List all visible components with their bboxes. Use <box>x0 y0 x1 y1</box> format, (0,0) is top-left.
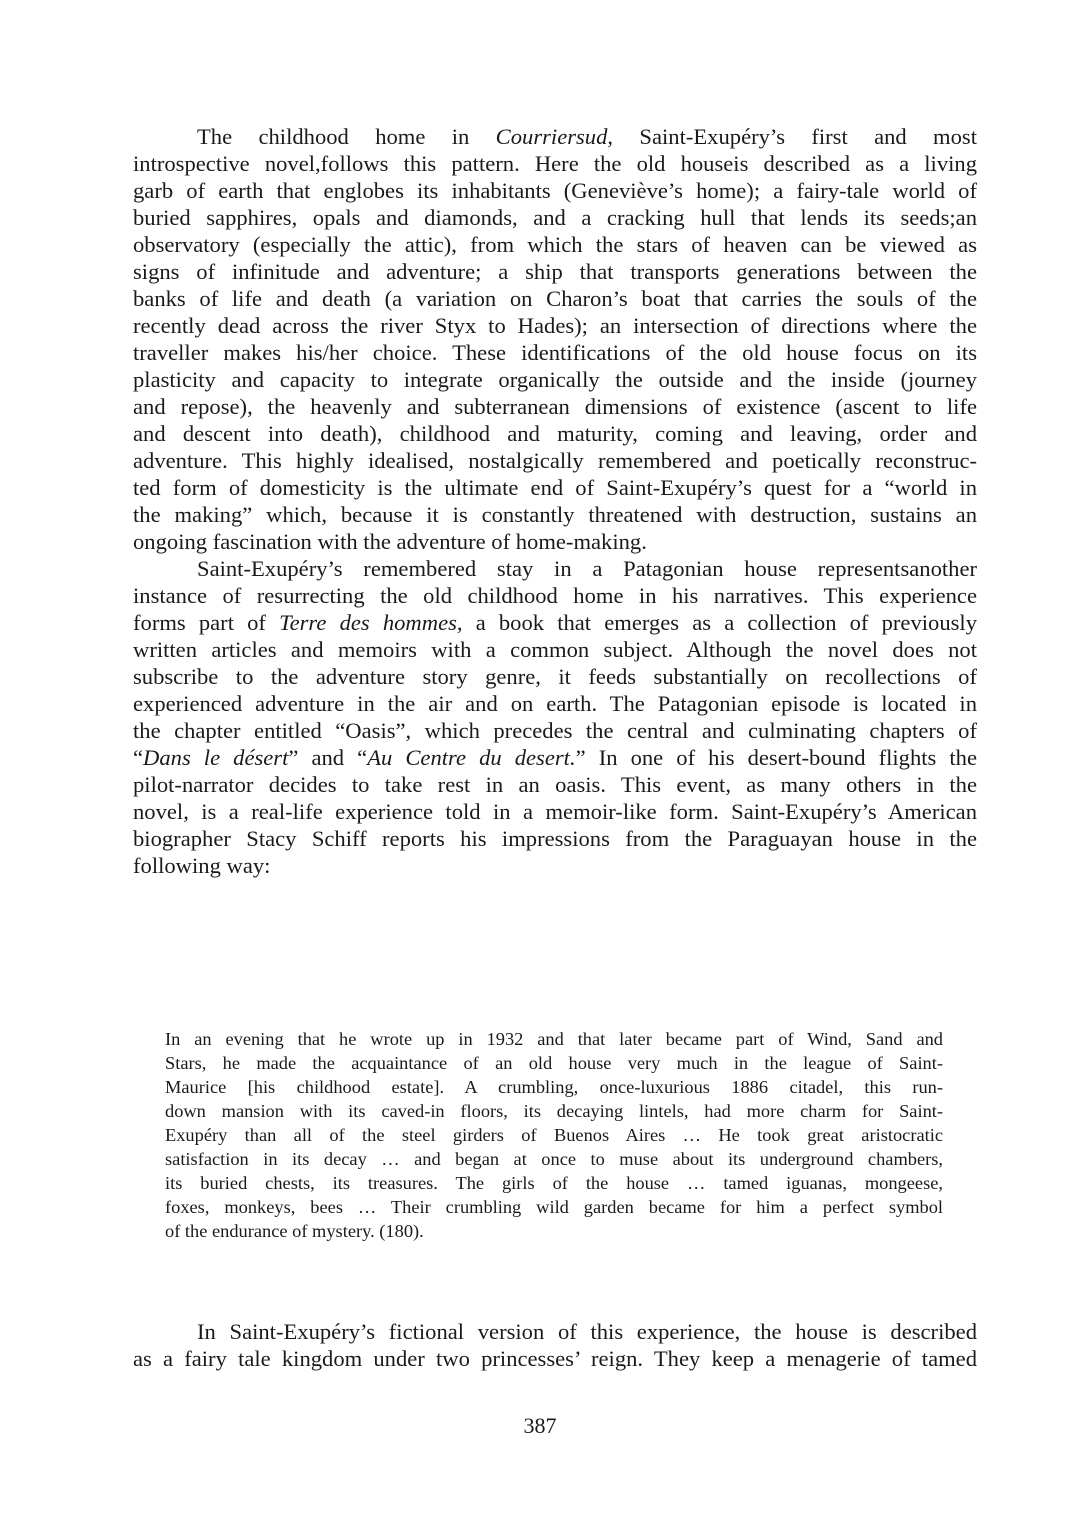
text-line: In Saint-Exupéry’s fictional version of this experience, the house is described <box>197 1319 977 1344</box>
body-text-upper <box>133 123 977 879</box>
italic-title: Courriersud <box>495 124 608 149</box>
text-line: following way: <box>133 853 271 878</box>
text-line: ted form of domesticity is the ultimate end of Saint-Exupéry’s quest for a “world in <box>133 475 977 500</box>
text-line: and repose), the heavenly and subterranean dimensions of existence (ascent to life <box>133 394 977 419</box>
text-line: ongoing fascination with the adventure of home-making. <box>133 529 647 554</box>
text-line: Maurice [his childhood estate]. A crumbling, once-luxurious 1886 citadel, this run- <box>165 1077 943 1097</box>
text-line: adventure. This highly idealised, nostalgically remembered and poetically reconstruc- <box>133 448 977 473</box>
text-line: recently dead across the river Styx to Hades); an intersection of directions where the <box>133 313 977 338</box>
text-line: Stars, he made the acquaintance of an old house very much in the league of Saint- <box>165 1053 943 1073</box>
italic-title: Terre des hommes <box>279 610 457 635</box>
text-line: pilot-narrator decides to take rest in an oasis. This event, as many others in the <box>133 772 977 797</box>
text-line: “Dans le désert” and “Au Centre du desert.” In one of his desert-bound flights the <box>133 745 978 770</box>
paragraph-childhood-home <box>133 123 977 555</box>
paragraph-fictional-version <box>133 1318 977 1372</box>
text-line: of the endurance of mystery. (180). <box>165 1221 424 1241</box>
text-line: Exupéry than all of the steel girders of Buenos Aires … He took great aristocratic <box>165 1125 943 1145</box>
text-line: instance of resurrecting the old childhood home in his narratives. This experience <box>133 583 977 608</box>
page-number: 387 <box>523 1413 557 1438</box>
text-line: signs of infinitude and adventure; a ship that transports generations between the <box>133 259 977 284</box>
text-line: experienced adventure in the air and on earth. The Patagonian episode is located in <box>133 691 977 716</box>
text-line: The childhood home in Courriersud, Saint-Exupéry’s first and most <box>197 124 977 149</box>
text-line: down mansion with its caved-in floors, its decaying lintels, had more charm for Saint- <box>165 1101 943 1121</box>
text-line: traveller makes his/her choice. These identifications of the old house focus on its <box>133 340 977 365</box>
text-line: plasticity and capacity to integrate organically the outside and the inside (journey <box>133 367 977 392</box>
italic-title: Au Centre du desert. <box>367 745 576 770</box>
text-line: buried sapphires, opals and diamonds, and a cracking hull that lends its seeds;an <box>133 205 977 230</box>
text-line: banks of life and death (a variation on Charon’s boat that carries the souls of the <box>133 286 977 311</box>
text-line: and descent into death), childhood and maturity, coming and leaving, order and <box>133 421 977 446</box>
text-line: the chapter entitled “Oasis”, which precedes the central and culminating chapters of <box>133 718 977 743</box>
text-line: biographer Stacy Schiff reports his impressions from the Paraguayan house in the <box>133 826 977 851</box>
text-line: In an evening that he wrote up in 1932 and that later became part of Wind, Sand and <box>165 1029 943 1049</box>
text-line: foxes, monkeys, bees … Their crumbling wild garden became for him a perfect symbol <box>165 1197 943 1217</box>
text-line: introspective novel,follows this pattern. Here the old houseis described as a living <box>133 151 977 176</box>
italic-title: Dans le désert <box>143 745 289 770</box>
text-line: satisfaction in its decay … and began at once to muse about its underground chambers, <box>165 1149 943 1169</box>
text-line: Saint-Exupéry’s remembered stay in a Patagonian house representsanother <box>197 556 977 581</box>
text-line: the making” which, because it is constantly threatened with destruction, sustains an <box>133 502 977 527</box>
text-line: forms part of Terre des hommes, a book that emerges as a collection of previously <box>133 610 977 635</box>
text-line: written articles and memoirs with a common subject. Although the novel does not <box>133 637 977 662</box>
text-line: its buried chests, its treasures. The girls of the house … tamed iguanas, mongeese, <box>165 1173 943 1193</box>
text-line: as a fairy tale kingdom under two princesses’ reign. They keep a menagerie of tamed <box>133 1346 977 1371</box>
text-line: observatory (especially the attic), from which the stars of heaven can be viewed as <box>133 232 977 257</box>
block-quotation-schiff <box>165 1027 943 1243</box>
text-line: garb of earth that englobes its inhabitants (Geneviève’s home); a fairy-tale world of <box>133 178 977 203</box>
text-line: subscribe to the adventure story genre, it feeds substantially on recollections of <box>133 664 977 689</box>
text-line: novel, is a real-life experience told in a memoir-like form. Saint-Exupéry’s American <box>133 799 977 824</box>
paragraph-patagonian-house <box>133 555 977 879</box>
